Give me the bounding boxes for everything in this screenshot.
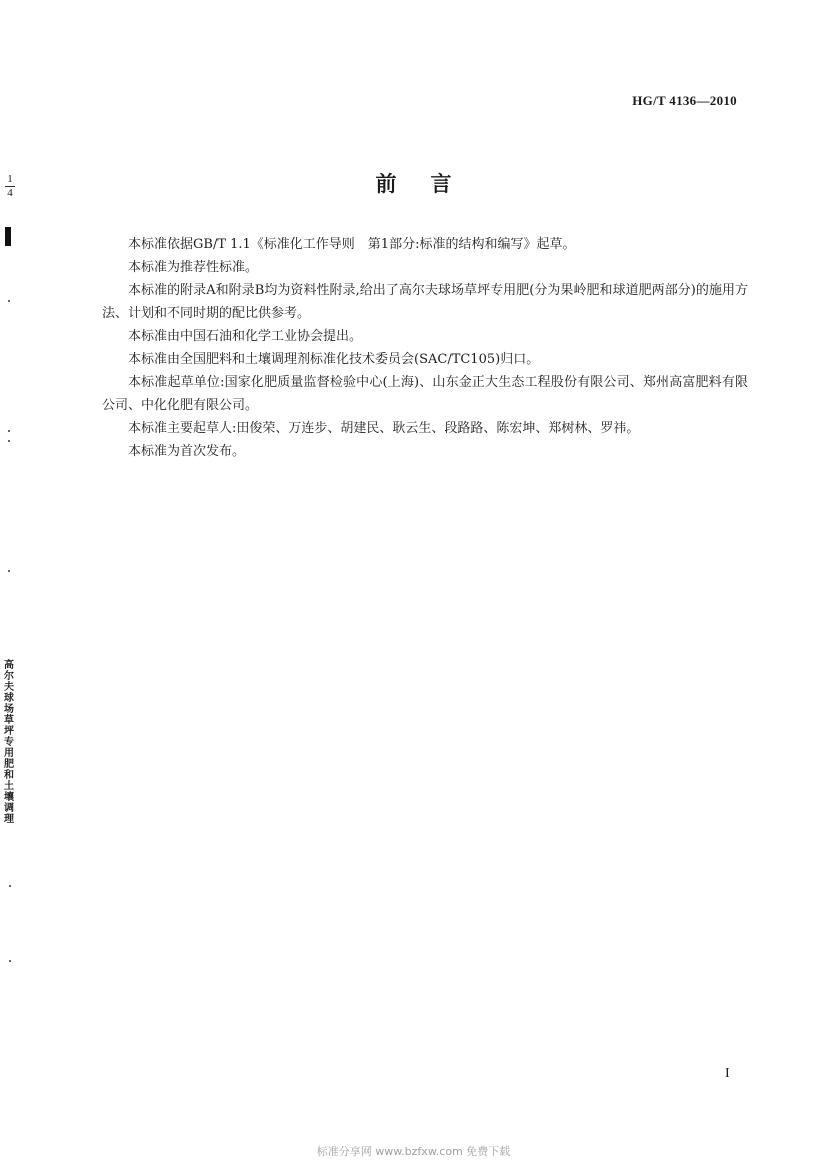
paragraph: 本标准起草单位:国家化肥质量监督检验中心(上海)、山东金正大生态工程股份有限公司、郑州高富肥料有限公司、中化化肥有限公司。: [102, 375, 748, 413]
paragraph: 本标准由全国肥料和土壤调理剂标准化技术委员会(SAC/TC105)归口。: [128, 352, 540, 367]
margin-dot: [9, 885, 11, 887]
standard-code: HG/T 4136—2010: [632, 93, 737, 108]
paragraph: 本标准主要起草人:田俊荣、万连步、胡建民、耿云生、段路路、陈宏坤、郑树林、罗祎。: [128, 421, 640, 436]
margin-dot: [9, 960, 11, 962]
margin-vertical-title: 高尔夫球场草坪专用肥和土壤调理: [4, 660, 14, 825]
fraction-denominator: 4: [7, 187, 13, 199]
paragraph: 本标准由中国石油和化学工业协会提出。: [128, 329, 363, 344]
margin-bar-mark: [5, 227, 11, 246]
margin-dot: [8, 440, 10, 442]
margin-dot: [8, 300, 10, 302]
page-number: I: [725, 1066, 730, 1081]
page-title: 前言: [375, 172, 486, 196]
paragraph: 本标准为推荐性标准。: [128, 260, 259, 275]
paragraph: 本标准依据GB/T 1.1《标准化工作导则 第1部分:标准的结构和编写》起草。: [128, 237, 576, 252]
paragraph: 本标准为首次发布。: [128, 444, 246, 459]
margin-dot: [8, 570, 10, 572]
fraction-numerator: 1: [5, 174, 15, 187]
foreword-body: [102, 233, 748, 463]
paragraph: 本标准的附录A和附录B均为资料性附录,给出了高尔夫球场草坪专用肥(分为果岭肥和球道肥两部分)的施用方法、计划和不同时期的配比供参考。: [102, 283, 748, 321]
margin-dot: [8, 430, 10, 432]
footer-watermark: 标准分享网 www.bzfxw.com 免费下载: [316, 1145, 511, 1158]
